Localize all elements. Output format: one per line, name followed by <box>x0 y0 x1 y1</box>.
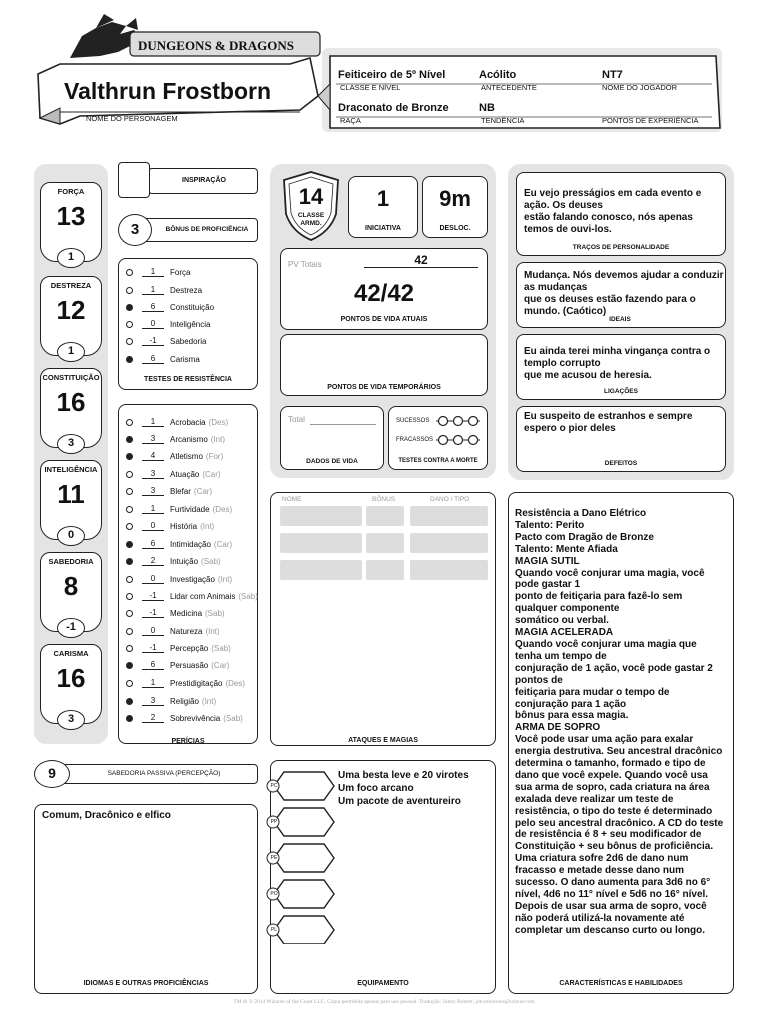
equipment-item[interactable]: Um pacote de aventureiro <box>338 796 461 807</box>
skill-row[interactable] <box>126 414 228 430</box>
skill-row[interactable] <box>126 431 225 447</box>
inspiration-label: INSPIRAÇÃO <box>182 177 226 184</box>
skill-value[interactable]: 1 <box>142 678 164 688</box>
skill-name: Furtividade <box>170 504 210 514</box>
skill-value[interactable]: 3 <box>142 696 164 706</box>
skill-row[interactable] <box>126 693 216 709</box>
saving-throws-label: TESTES DE RESISTÊNCIA <box>144 376 232 383</box>
attack-row-2-damage[interactable] <box>410 533 488 553</box>
feature-line: resistência, o tipo do teste é determinado <box>515 805 713 817</box>
attacks-col-bonus: BÔNUS <box>372 496 396 503</box>
languages-box[interactable] <box>34 804 258 994</box>
bonds-line: templo corrupto <box>524 358 601 369</box>
feature-line: bônus para essa magia. <box>515 710 629 722</box>
death-success-label: SUCESSOS <box>396 418 430 424</box>
traits-line: estão falando conosco, nós apenas <box>524 212 693 223</box>
skill-value[interactable]: 0 <box>142 521 164 531</box>
coin-label-pl: PL <box>270 927 278 933</box>
ability-name: CARISMA <box>53 649 89 658</box>
feature-line: pontos de <box>515 674 563 686</box>
background-label: ANTECEDENTE <box>481 83 537 92</box>
ability-score[interactable]: 11 <box>57 479 85 509</box>
skill-row[interactable] <box>126 518 214 534</box>
save-row-constituicao[interactable] <box>126 299 214 315</box>
bonds-label: LIGAÇÕES <box>604 388 638 395</box>
skill-name: Percepção <box>170 643 209 653</box>
alignment-value[interactable]: NB <box>479 102 495 114</box>
proficiency-dot[interactable] <box>126 488 133 495</box>
attacks-label: ATAQUES E MAGIAS <box>348 737 418 744</box>
feature-line: dano que você expele. Quando você usa <box>515 769 708 781</box>
feature-line: MAGIA SUTIL <box>515 555 580 567</box>
equipment-item[interactable]: Uma besta leve e 20 virotes <box>338 770 469 781</box>
skill-name: Intimidação <box>170 539 211 549</box>
save-value[interactable]: -1 <box>142 336 164 346</box>
skill-name: História <box>170 521 198 531</box>
proficiency-label: BÔNUS DE PROFICIÊNCIA <box>165 226 249 233</box>
skill-name: Persuasão <box>170 660 209 670</box>
skill-name: Blefar <box>170 486 191 496</box>
skill-attr: (Sab) <box>238 591 258 601</box>
skill-value[interactable]: 0 <box>142 626 164 636</box>
initiative-value[interactable]: 1 <box>376 186 390 211</box>
skill-value[interactable]: 6 <box>142 660 164 670</box>
proficiency-dot[interactable] <box>126 436 133 443</box>
save-value[interactable]: 6 <box>142 354 164 364</box>
flaws-line: Eu suspeito de estranhos e sempre <box>524 411 693 422</box>
feature-line: não poderá utilizá-la novamente até <box>515 912 685 924</box>
proficiency-dot[interactable] <box>126 356 133 363</box>
attacks-col-name: NOME <box>282 496 302 503</box>
footer-text: TM & © 2014 Wizards of the Coast LLC. Cópia permitida apenas para uso pessoal. Tradução: Johny Robert | jetcorreioreis@icloud.com <box>233 999 535 1005</box>
save-name: Carisma <box>170 354 200 364</box>
skill-attr: (Int) <box>205 626 220 636</box>
skill-attr: (Des) <box>225 678 246 688</box>
class-level-value[interactable]: Feiticeiro de 5º Nível <box>338 69 446 81</box>
skill-name: Sobrevivência <box>170 713 221 723</box>
hp-max-value[interactable]: 42 <box>414 253 428 267</box>
ability-modifier[interactable]: -1 <box>57 618 85 638</box>
traits-line: temos de ouvi-los. <box>524 224 612 235</box>
feature-line: sucesso. O dano aumenta para 3d6 no 6° <box>515 877 711 889</box>
feature-line: completar um descanso curto ou longo. <box>515 924 706 936</box>
skill-row[interactable] <box>126 483 212 499</box>
proficiency-dot[interactable] <box>126 471 133 478</box>
skill-value[interactable]: 4 <box>142 451 164 461</box>
save-row-inteligencia[interactable] <box>126 316 210 332</box>
ability-sabedoria <box>40 552 102 632</box>
skill-value[interactable]: -1 <box>142 643 164 653</box>
equipment-item[interactable]: Um foco arcano <box>338 783 414 794</box>
coin-label-po: PO <box>270 891 278 897</box>
skill-attr: (Car) <box>213 539 233 549</box>
skill-row[interactable] <box>126 657 229 673</box>
skill-value[interactable]: 1 <box>142 417 164 427</box>
hp-current-value[interactable]: 42/42 <box>353 280 415 307</box>
feature-line: pelo seu ancestral dracônico. A CD do teste <box>515 817 724 829</box>
feature-line: pode gastar 1 <box>515 579 581 591</box>
ability-name: DESTREZA <box>50 281 92 290</box>
skill-name: Arcanismo <box>170 434 208 444</box>
skill-row[interactable] <box>126 675 245 691</box>
skill-name: Lidar com Animais <box>170 591 236 601</box>
skill-name: Prestidigitação <box>170 678 223 688</box>
death-fail-checkboxes[interactable] <box>436 434 480 446</box>
skill-name: Natureza <box>170 626 203 636</box>
feature-line: Uma criatura sofre 2d6 de dano num <box>515 853 689 865</box>
skill-row[interactable] <box>126 605 225 621</box>
attack-row-3-damage[interactable] <box>410 560 488 580</box>
ability-modifier[interactable]: 3 <box>57 710 85 730</box>
skill-row[interactable] <box>126 501 232 517</box>
ability-modifier[interactable]: 1 <box>57 248 85 268</box>
save-name: Destreza <box>170 285 203 295</box>
coin-label-pp: PP <box>270 819 278 825</box>
attack-row-1-damage[interactable] <box>410 506 488 526</box>
skill-name: Atletismo <box>170 451 203 461</box>
skill-attr: (Sab) <box>223 713 243 723</box>
ability-score[interactable]: 16 <box>56 387 86 417</box>
feature-line: fracasso e metade desse dano num <box>515 865 684 877</box>
coin-label-pe: PE <box>270 855 278 861</box>
feature-line: Pacto com Dragão de Bronze <box>515 531 654 543</box>
skill-row[interactable] <box>126 553 221 569</box>
inspiration-input[interactable] <box>118 162 150 198</box>
bonds-line: Eu ainda terei minha vingança contra o <box>524 346 711 357</box>
proficiency-dot[interactable] <box>126 645 133 652</box>
feature-line: tenha um tempo de <box>515 650 607 662</box>
feature-line: feitiçaria para mudar o tempo de <box>515 686 670 698</box>
proficiency-dot[interactable] <box>126 269 133 276</box>
death-fail-label: FRACASSOS <box>396 437 434 443</box>
save-row-forca[interactable] <box>126 264 190 280</box>
proficiency-dot[interactable] <box>126 419 133 426</box>
save-row-carisma[interactable] <box>126 351 200 367</box>
skill-value[interactable]: 2 <box>142 713 164 723</box>
skill-name: Acrobacia <box>170 417 206 427</box>
xp-label: PONTOS DE EXPERIÊNCIA <box>602 116 699 125</box>
ability-forca <box>40 182 102 262</box>
player-name-label: NOME DO JOGADOR <box>602 83 678 92</box>
character-name-label: NOME DO PERSONAGEM <box>86 114 178 123</box>
save-value[interactable]: 0 <box>142 319 164 329</box>
feature-line: conjuração para 1 ação <box>515 698 627 710</box>
flaws-label: DEFEITOS <box>604 460 638 467</box>
save-value[interactable]: 1 <box>142 285 164 295</box>
skill-value[interactable]: 6 <box>142 539 164 549</box>
proficiency-dot[interactable] <box>126 628 133 635</box>
skill-name: Investigação <box>170 574 215 584</box>
traits-line: Eu vejo presságios em cada evento e <box>524 188 702 199</box>
skill-value[interactable]: -1 <box>142 608 164 618</box>
proficiency-dot[interactable] <box>126 541 133 548</box>
feature-line: Talento: Mente Afiada <box>515 543 618 555</box>
attack-row-2-name[interactable] <box>280 533 362 553</box>
feature-line: energia destrutiva. Seu ancestral dracônico <box>515 746 723 758</box>
ability-modifier[interactable]: 0 <box>57 526 85 546</box>
proficiency-dot[interactable] <box>126 304 133 311</box>
proficiency-dot[interactable] <box>126 576 133 583</box>
race-label: RAÇA <box>340 116 361 125</box>
feature-line: nível, 4d6 no 11° nível e 5d6 no 16° nível. <box>515 889 709 900</box>
skill-row[interactable] <box>126 710 243 726</box>
feature-line: exalada deve realizar um teste de <box>515 793 674 805</box>
speed-value[interactable]: 9m <box>439 186 471 211</box>
skill-attr: (Int) <box>217 574 233 584</box>
initiative-label: INICIATIVA <box>365 225 401 232</box>
ability-modifier[interactable]: 1 <box>57 342 85 362</box>
ideals-label: IDEAIS <box>609 316 631 323</box>
ability-destreza <box>40 276 102 356</box>
skill-attr: (Int) <box>210 434 226 444</box>
skill-name: Intuição <box>170 556 199 566</box>
skill-row[interactable] <box>126 466 221 482</box>
flaws-line: espero o pior deles <box>524 423 616 434</box>
coin-label-pc: PC <box>270 783 278 789</box>
bonds-line: que me acusou de heresia. <box>524 370 652 381</box>
feature-line: qualquer componente <box>515 603 620 615</box>
skills-label: PERÍCIAS <box>171 738 205 745</box>
proficiency-dot[interactable] <box>126 593 133 600</box>
ability-score[interactable]: 13 <box>56 201 86 231</box>
death-saves-label: TESTES CONTRA A MORTE <box>398 458 478 464</box>
features-text[interactable] <box>515 508 731 937</box>
skill-attr: (Int) <box>201 696 217 706</box>
armor-class-value[interactable]: 14 <box>298 184 324 209</box>
ability-name: CONSTITUIÇÃO <box>42 373 100 382</box>
skill-attr: (Sab) <box>205 608 225 618</box>
hit-dice-label: DADOS DE VIDA <box>306 458 358 465</box>
feature-line: conjuração de 1 ação, você pode gastar 2 <box>515 662 713 674</box>
skill-name: Medicina <box>170 608 203 618</box>
save-value[interactable]: 1 <box>142 267 164 277</box>
attack-row-3-bonus[interactable] <box>366 560 404 580</box>
ideals-line: as mudanças <box>524 282 588 293</box>
proficiency-dot[interactable] <box>126 662 133 669</box>
skill-value[interactable]: 1 <box>142 504 164 514</box>
skill-row[interactable] <box>126 448 223 464</box>
proficiency-dot[interactable] <box>126 558 133 565</box>
feature-line: MAGIA ACELERADA <box>515 627 614 639</box>
speed-label: DESLOC. <box>439 225 471 232</box>
proficiency-dot[interactable] <box>126 680 133 687</box>
attack-row-2-bonus[interactable] <box>366 533 404 553</box>
attack-row-3-name[interactable] <box>280 560 362 580</box>
ideals-line: mundo. (Caótico) <box>524 306 607 317</box>
skill-row[interactable] <box>126 588 258 604</box>
hp-current-label: PONTOS DE VIDA ATUAIS <box>340 316 428 323</box>
feature-line: ARMA DE SOPRO <box>515 722 601 734</box>
proficiency-dot[interactable] <box>126 715 133 722</box>
skill-row[interactable] <box>126 640 231 656</box>
proficiency-dot[interactable] <box>126 321 133 328</box>
skill-value[interactable]: 3 <box>142 469 164 479</box>
passive-wisdom-value[interactable]: 9 <box>34 760 70 788</box>
feature-line: Resistência a Dano Elétrico <box>515 508 647 519</box>
ability-inteligencia <box>40 460 102 540</box>
skill-attr: (Des) <box>208 417 229 427</box>
skill-attr: (Sab) <box>201 556 221 566</box>
hp-max-line <box>364 267 478 268</box>
hit-dice-total-line <box>310 424 376 425</box>
armor-class-label: CLASSE ARMD. <box>297 212 325 227</box>
ability-name: FORÇA <box>57 187 85 196</box>
save-name: Força <box>170 267 191 277</box>
save-name: Sabedoria <box>170 336 207 346</box>
background-value[interactable]: Acólito <box>479 69 517 81</box>
proficiency-dot[interactable] <box>126 287 133 294</box>
proficiency-dot[interactable] <box>126 338 133 345</box>
skill-row[interactable] <box>126 623 220 639</box>
save-row-destreza[interactable] <box>126 282 202 298</box>
skill-attr: (For) <box>205 451 224 461</box>
proficiency-value[interactable]: 3 <box>118 214 152 246</box>
proficiency-dot[interactable] <box>126 698 133 705</box>
skill-value[interactable]: 3 <box>142 434 164 444</box>
hp-max-label: PV Totais <box>288 260 322 269</box>
ideals-line: Mudança. Nós devemos ajudar a conduzir <box>524 270 724 281</box>
attacks-col-damage: DANO / TIPO <box>430 496 470 503</box>
ability-score[interactable]: 8 <box>63 571 79 601</box>
skill-attr: (Des) <box>212 504 233 514</box>
hit-dice-total-label: Total <box>288 415 305 424</box>
ability-score[interactable]: 12 <box>56 295 86 325</box>
death-success-checkboxes[interactable] <box>436 415 480 427</box>
skill-name: Atuação <box>170 469 200 479</box>
save-name: Constituição <box>170 302 215 312</box>
player-name-value[interactable]: NT7 <box>602 69 623 81</box>
skill-attr: (Sab) <box>211 643 231 653</box>
feature-line: somático ou verbal. <box>515 615 609 627</box>
proficiency-dot[interactable] <box>126 506 133 513</box>
logo-text: DUNGEONS & DRAGONS <box>138 38 295 53</box>
proficiency-dot[interactable] <box>126 453 133 460</box>
skill-attr: (Car) <box>211 660 230 670</box>
feature-line: ponto de feitiçaria para fazê-lo sem <box>515 591 683 603</box>
feature-line: sua arma de sopro, cada criatura na área <box>515 781 710 793</box>
feature-line: Depois de usar sua arma de sopro, você <box>515 900 707 912</box>
passive-wisdom-label: SABEDORIA PASSIVA (PERCEPÇÃO) <box>107 770 221 777</box>
traits-line: ação. Os deuses <box>524 200 603 211</box>
skill-attr: (Int) <box>200 521 215 531</box>
save-row-sabedoria[interactable] <box>126 333 206 349</box>
attacks-box <box>270 492 496 746</box>
features-label: CARACTERÍSTICAS E HABILIDADES <box>559 980 683 987</box>
skill-attr: (Car) <box>202 469 221 479</box>
ability-score[interactable]: 16 <box>56 663 86 693</box>
class-level-label: CLASSE E NÍVEL <box>340 83 401 92</box>
traits-label: TRAÇOS DE PERSONALIDADE <box>572 244 670 251</box>
save-value[interactable]: 6 <box>142 302 164 312</box>
skill-row[interactable] <box>126 571 232 587</box>
character-name[interactable]: Valthrun Frostborn <box>64 78 271 104</box>
feature-line: Constituição + seu bônus de proficiência. <box>515 841 714 853</box>
skill-attr: (Car) <box>193 486 213 496</box>
proficiency-dot[interactable] <box>126 523 133 530</box>
feature-line: Quando você conjurar uma magia que <box>515 638 697 650</box>
ideals-line: que os deuses estão fazendo para o <box>524 294 696 305</box>
feature-line: de resistência é 8 + seu modificador de <box>515 829 702 841</box>
hp-temp-label: PONTOS DE VIDA TEMPORÁRIOS <box>327 384 441 391</box>
feature-line: Você pode usar uma ação para exalar <box>515 734 694 746</box>
proficiency-dot[interactable] <box>126 610 133 617</box>
feature-line: determina o tamanho, formado e tipo de <box>515 758 706 770</box>
ability-constituicao <box>40 368 102 448</box>
skill-name: Religião <box>170 696 199 706</box>
languages-text[interactable]: Comum, Dracônico e elfico <box>42 810 171 821</box>
skill-value[interactable]: -1 <box>142 591 164 601</box>
languages-label: IDIOMAS E OUTRAS PROFICIÊNCIAS <box>83 980 209 987</box>
feature-line: Talento: Perito <box>515 519 585 531</box>
skill-value[interactable]: 0 <box>142 574 164 584</box>
alignment-label: TENDÊNCIA <box>481 116 525 125</box>
save-name: Inteligência <box>170 319 211 329</box>
skill-row[interactable] <box>126 536 232 552</box>
attack-row-1-name[interactable] <box>280 506 362 526</box>
feature-line: Quando você conjurar uma magia, você <box>515 567 705 579</box>
ability-name: SABEDORIA <box>48 557 94 566</box>
race-value[interactable]: Draconato de Bronze <box>338 102 449 114</box>
ability-name: INTELIGÊNCIA <box>44 465 98 474</box>
skill-value[interactable]: 2 <box>142 556 164 566</box>
equipment-label: EQUIPAMENTO <box>357 980 409 987</box>
ability-modifier[interactable]: 3 <box>57 434 85 454</box>
attack-row-1-bonus[interactable] <box>366 506 404 526</box>
ability-carisma <box>40 644 102 724</box>
skill-value[interactable]: 3 <box>142 486 164 496</box>
